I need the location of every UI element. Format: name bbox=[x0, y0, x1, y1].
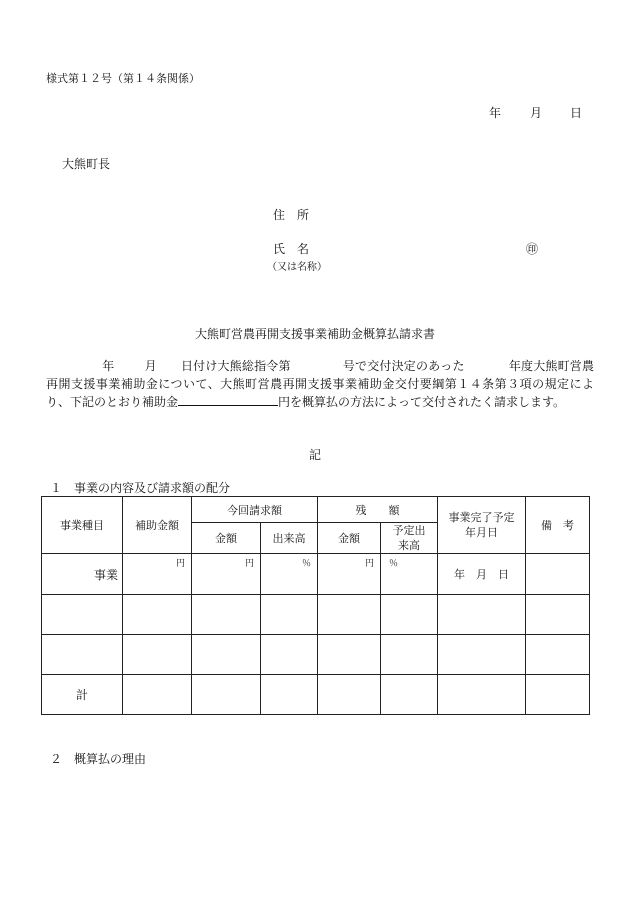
unit-yen: 円 bbox=[175, 559, 185, 569]
addressee: 大熊町長 bbox=[62, 157, 111, 171]
table-row bbox=[42, 554, 590, 595]
ki-marker: 記 bbox=[308, 448, 321, 462]
table-row bbox=[42, 635, 590, 675]
header-current-request: 今回請求額 bbox=[192, 497, 318, 523]
header-current-amount: 金額 bbox=[192, 523, 261, 554]
address-label: 住 所 bbox=[273, 208, 310, 222]
subsidy-cell bbox=[123, 554, 192, 595]
remaining-amount-cell bbox=[318, 554, 381, 595]
current-progress-cell bbox=[261, 554, 318, 595]
unit-percent: ％ bbox=[301, 559, 311, 569]
date-day: 日 bbox=[570, 106, 583, 120]
date-year: 年 bbox=[489, 106, 502, 120]
body-year: 年 bbox=[102, 359, 115, 373]
header-remaining-amount: 金額 bbox=[318, 523, 381, 554]
request-body bbox=[46, 358, 594, 412]
planned-progress-cell bbox=[381, 554, 438, 595]
total-label: 計 bbox=[42, 675, 123, 715]
date-month: 月 bbox=[530, 106, 543, 120]
name-note: （又は名称） bbox=[267, 262, 327, 273]
section-1-heading: １ 事業の内容及び請求額の配分 bbox=[50, 481, 231, 495]
header-completion-date: 事業完了予定年月日 bbox=[438, 497, 526, 554]
body-closing: 円を概算払の方法によって交付されたく請求します。 bbox=[278, 395, 566, 409]
body-main: 年度大熊町営農再開支援事業補助金について、大熊町営農再開支援事業補助金交付要綱第１４条第３項の規定により、下記のとおり補助金 bbox=[46, 359, 594, 409]
header-remarks: 備 考 bbox=[526, 497, 590, 554]
seal-mark: ㊞ bbox=[526, 242, 539, 256]
row-business-label-cell bbox=[42, 554, 123, 595]
header-remaining: 残 額 bbox=[318, 497, 438, 523]
header-current-progress: 出来高 bbox=[261, 523, 318, 554]
table-row bbox=[42, 595, 590, 635]
unit-yen: 円 bbox=[244, 559, 254, 569]
form-number: 様式第１２号（第１４条関係） bbox=[46, 72, 200, 85]
body-month: 月 bbox=[144, 359, 157, 373]
unit-yen: 円 bbox=[364, 559, 374, 569]
body-directive: 日付け大熊総指令第 bbox=[180, 359, 291, 373]
section-2-heading: ２ 概算払の理由 bbox=[50, 752, 147, 766]
row-business-label: 事業 bbox=[93, 567, 118, 582]
body-decision: 号で交付決定のあった bbox=[342, 359, 465, 373]
header-planned-progress: 予定出来高 bbox=[381, 523, 438, 554]
allocation-table bbox=[41, 496, 590, 715]
unit-percent: ％ bbox=[389, 559, 399, 569]
table-row-total bbox=[42, 675, 590, 715]
header-type: 事業種目 bbox=[42, 497, 123, 554]
completion-date-cell: 年 月 日 bbox=[438, 554, 526, 595]
name-label: 氏 名 bbox=[273, 242, 310, 256]
remarks-cell bbox=[526, 554, 590, 595]
header-subsidy: 補助金額 bbox=[123, 497, 192, 554]
amount-blank bbox=[178, 393, 278, 406]
document-title: 大熊町営農再開支援事業補助金概算払請求書 bbox=[194, 327, 435, 341]
current-amount-cell bbox=[192, 554, 261, 595]
